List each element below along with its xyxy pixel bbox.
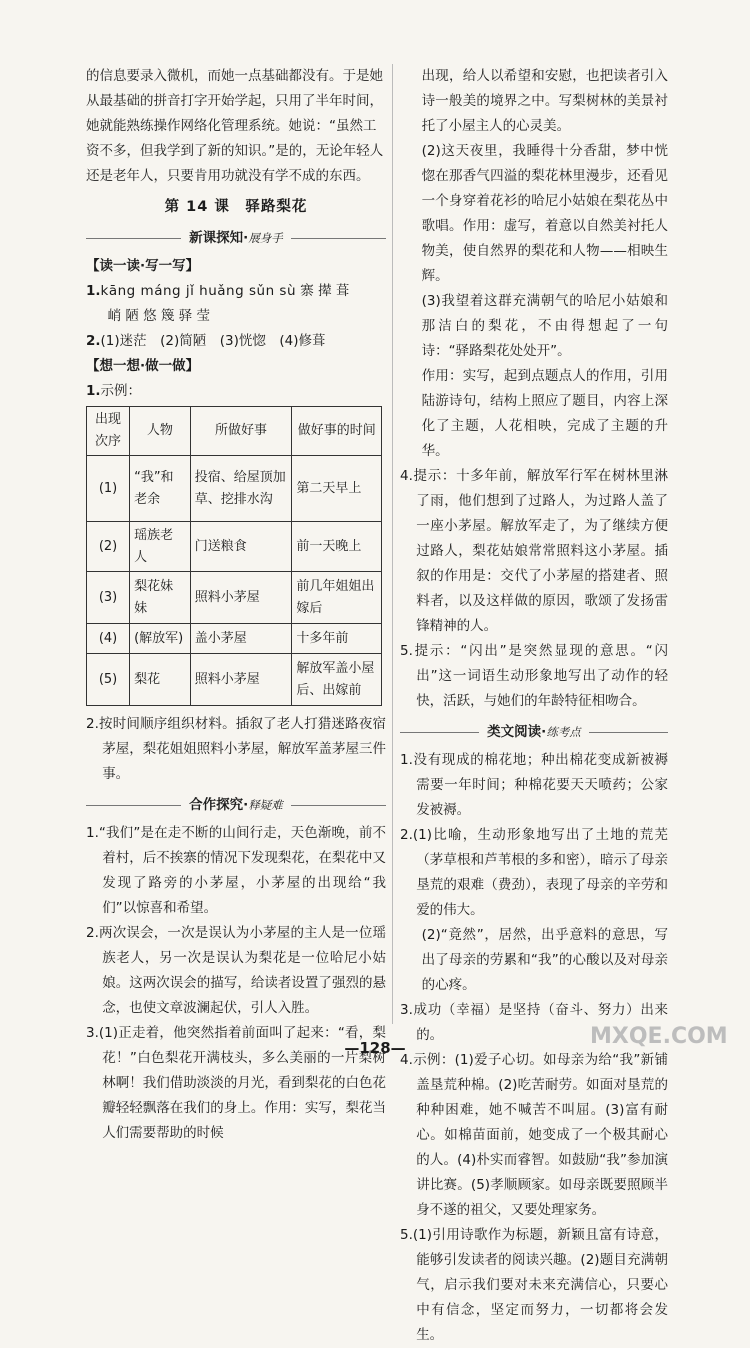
table-cell: 盖小茅屋 [190, 624, 292, 654]
reading-answer-4: 4.示例：(1)爱子心切。如母亲为给“我”新铺盖垦荒种棉。(2)吃苦耐劳。如面对垦荒的种种困难，她不喊苦不叫屈。(3)富有耐心。如棉苗面前，她变成了一个极其耐心的人。(4)朴实而睿智。如鼓励“我”参加演讲比赛。(5)孝顺顾家。如母亲既要照顾半身不遂的祖父，又要处理家务。 [400, 1052, 668, 1218]
table-row [87, 654, 382, 706]
question-2: 2.(1)迷茫 (2)简陋 (3)恍惚 (4)修葺 [86, 333, 326, 349]
page-number: —128— [344, 1039, 406, 1057]
intro-line: 从最基础的拼音打字开始学起，只用了半年时间， [86, 93, 383, 109]
table-cell: 门送粮食 [190, 522, 292, 572]
table-cell: 照料小茅屋 [190, 572, 292, 624]
question-1-example: 1.示例： [86, 383, 142, 399]
table-cell: (1) [87, 456, 130, 522]
section-banner-new-lesson: 新课探知·展身手 [86, 226, 386, 250]
explore-answer-1: 1.“我们”是在走不断的山间行走，天色渐晚，前不着村，后不挨寨的情况下发现梨花，在梨花中又发现了路旁的小茅屋，小茅屋的出现给“我们”以惊喜和希望。 [86, 825, 386, 916]
reading-answer-1: 1.没有现成的棉花地；种出棉花变成新被褥需要一年时间；种棉花要天天喷药；公家发被褥。 [400, 752, 668, 818]
reading-answer-5: 5.(1)引用诗歌作为标题，新颖且富有诗意，能够引发读者的阅读兴趣。(2)题目充满朝气，启示我们要对未来充满信心，只要心中有信念，坚定而努力，一切都将会发生。 [400, 1227, 668, 1343]
table-header: 人物 [130, 407, 191, 456]
table-cell: 梨花妹妹 [130, 572, 191, 624]
table-cell: 前一天晚上 [292, 522, 382, 572]
banner-tag: 展身手 [248, 231, 283, 245]
table-cell: 照料小茅屋 [190, 654, 292, 706]
explore-answer-5: 5.提示：“闪出”是突然显现的意思。“闪出”这一词语生动形象地写出了动作的轻快，活跃，与她们的年龄特征相吻合。 [400, 643, 668, 709]
lesson-title: 第 14 课 驿路梨花 [164, 199, 308, 215]
table-row [87, 522, 382, 572]
table-row [87, 572, 382, 624]
table-cell: (解放军) [130, 624, 191, 654]
table-header: 所做好事 [190, 407, 292, 456]
reading-answer-2: 2.(1)比喻，生动形象地写出了土地的荒芜（茅草根和芦苇根的多和密），暗示了母亲垦荒的艰难（费劲），表现了母亲的辛劳和爱的伟大。 [400, 827, 668, 918]
banner-tag: 练考点 [546, 725, 581, 739]
answer-3-3: (3)我望着这群充满朝气的哈尼小姑娘和那洁白的梨花，不由得想起了一句诗：“驿路梨花处处开”。 [421, 293, 668, 359]
answer-3-2: (2)这天夜里，我睡得十分香甜，梦中恍惚在那香气四溢的梨花林里漫步，还看见一个身穿着花衫的哈尼小姑娘在梨花丛中歌唱。作用：虚写，着意以自然美衬托人物美，使自然界的梨花和人物——相映生辉。 [421, 143, 668, 284]
banner-tag: 释疑难 [248, 798, 283, 812]
reading-answer-3: 3.成功（幸福）是坚持（奋斗、努力）出来的。 [400, 1002, 668, 1043]
characters-table [86, 406, 382, 706]
table-cell: 梨花 [130, 654, 191, 706]
right-column [400, 64, 668, 1348]
section-banner-reading: 类文阅读·练考点 [400, 720, 668, 744]
intro-line: 资不多，但我学到了新的知识。”是的，无论年轻人 [86, 143, 384, 159]
intro-line: 的信息要录入微机，而她一点基础都没有。于是她 [86, 68, 383, 84]
site-watermark: MXQE.COM [590, 1024, 728, 1049]
table-cell: 十多年前 [292, 624, 382, 654]
table-cell: (3) [87, 572, 130, 624]
table-cell: 前几年姐姐出嫁后 [292, 572, 382, 624]
table-header: 出现次序 [87, 407, 130, 456]
left-column [86, 64, 386, 1146]
section-banner-explore: 合作探究·释疑难 [86, 793, 386, 817]
table-cell: 第二天早上 [292, 456, 382, 522]
subsection-heading: 【读一读·写一写】 [86, 258, 200, 274]
reading-answer-2-b: (2)“竟然”，居然，出乎意料的意思，写出了母亲的劳累和“我”的心酸以及对母亲的心疼。 [421, 927, 668, 993]
explore-answer-4: 4.提示：十多年前，解放军行军在树林里淋了雨，他们想到了过路人，为过路人盖了一座小茅屋。解放军走了，为了继续方便过路人，梨花姑娘常常照料这小茅屋。插叙的作用是：交代了小茅屋的搭建者、照料者，以及这样做的原因，歌颂了发扬雷锋精神的人。 [400, 468, 668, 634]
table-cell: 投宿、给屋顶加草、挖排水沟 [190, 456, 292, 522]
intro-line: 她就能熟练操作网络化管理系统。她说：“虽然工 [86, 118, 377, 134]
question-1: 1.kāng máng jǐ huǎng sǔn sù 寨 撵 葺 [86, 283, 350, 299]
column-divider [392, 64, 393, 1024]
table-row [87, 456, 382, 522]
explore-answer-3: 3.(1)正走着，他突然指着前面叫了起来：“看，梨花！”白色梨花开满枝头，多么美丽的一片梨树林啊！我们借助淡淡的月光，看到梨花的白色花瓣轻轻飘落在我们的身上。作用：实写，梨花当人们需要帮助的时候 [86, 1025, 386, 1141]
question-2-answer: 2.按时间顺序组织材料。插叙了老人打猎迷路夜宿茅屋，梨花姐姐照料小茅屋，解放军盖茅屋三件事。 [86, 716, 386, 782]
table-header: 做好事的时间 [292, 407, 382, 456]
table-cell: (5) [87, 654, 130, 706]
question-1-chars: 峭 陋 悠 篾 驿 莹 [107, 308, 211, 324]
answer-3-3-effect: 作用：实写，起到点题点人的作用，引用陆游诗句，结构上照应了题目，内容上深化了主题，人花相映，完成了主题的升华。 [421, 368, 668, 459]
table-row [87, 624, 382, 654]
pinyin-line: kāng máng jǐ huǎng sǔn sù [100, 283, 296, 299]
table-cell: (2) [87, 522, 130, 572]
explore-answer-2: 2.两次误会，一次是误认为小茅屋的主人是一位瑶族老人，另一次是误认为梨花是一位哈尼小姑娘。这两次误会的描写，给读者设置了强烈的悬念，也使文章波澜起伏，引人入胜。 [86, 925, 386, 1016]
table-cell: 解放军盖小屋后、出嫁前 [292, 654, 382, 706]
table-header-row [87, 407, 382, 456]
subsection-heading: 【想一想·做一做】 [86, 358, 200, 374]
answer-continued: 出现，给人以希望和安慰，也把读者引入诗一般美的境界之中。写梨树林的美景衬托了小屋主人的心灵美。 [421, 68, 668, 134]
table-cell: “我”和老余 [130, 456, 191, 522]
table-cell: (4) [87, 624, 130, 654]
table-cell: 瑶族老人 [130, 522, 191, 572]
intro-line: 还是老年人，只要肯用功就没有学不成的东西。 [86, 168, 370, 184]
